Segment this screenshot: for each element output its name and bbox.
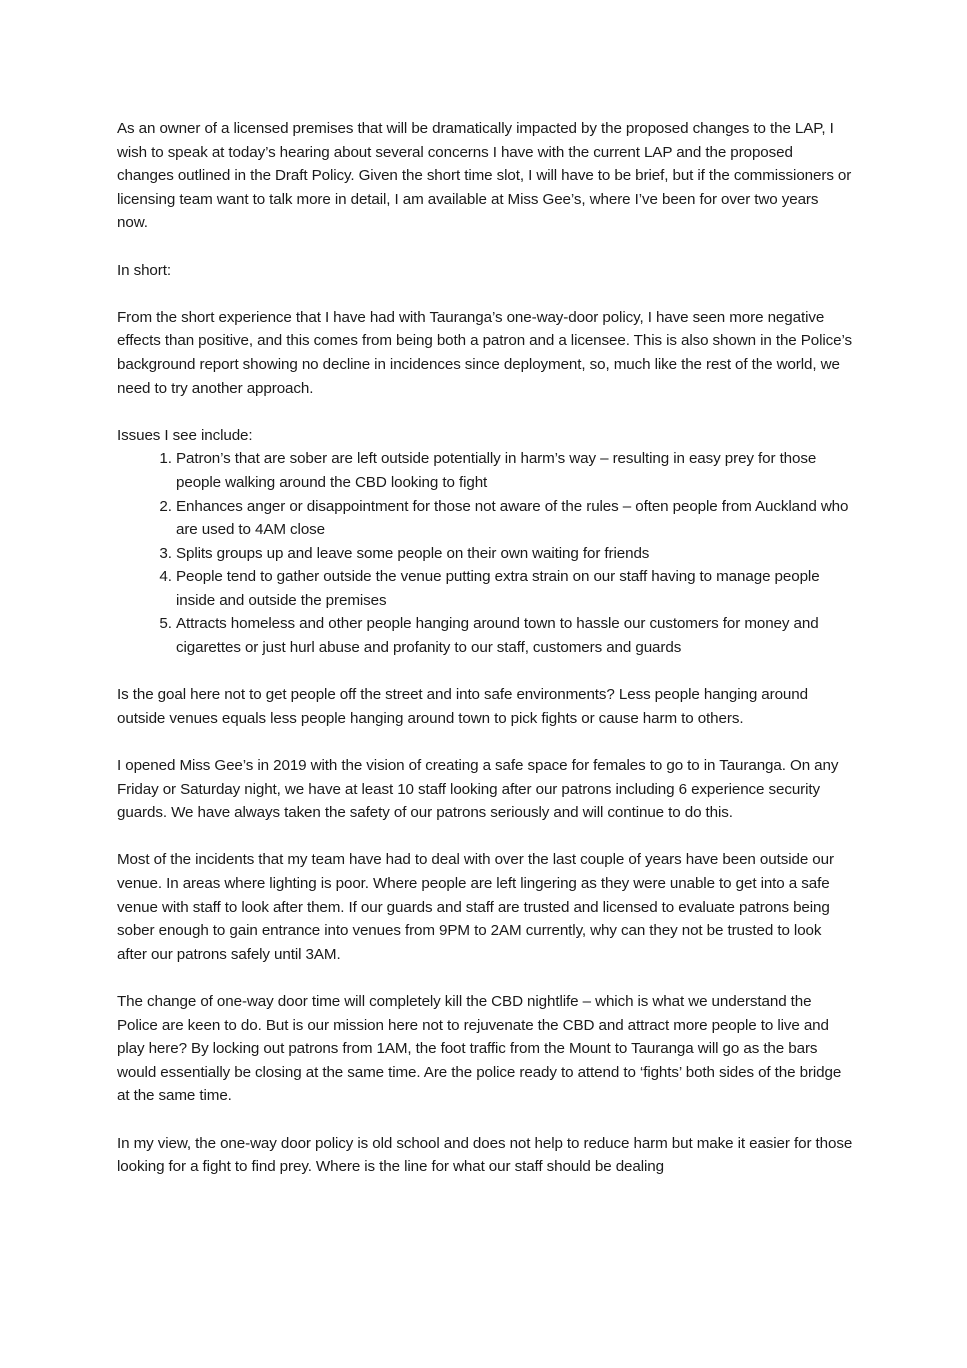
list-item: 5. Attracts homeless and other people hanging around town to hassle our customers for money and cigarettes or just hurl abuse and profanity to our staff, customers and guards bbox=[176, 612, 853, 659]
venue-paragraph: I opened Miss Gee’s in 2019 with the vision of creating a safe space for females to go to in Tauranga. On any Friday or Saturday night, we have at least 10 staff looking after our patrons including 6 experience security guards. We have always taken the safety of our patrons seriously and will continue to do this. bbox=[117, 757, 839, 822]
nightlife-paragraph: The change of one-way door time will completely kill the CBD nightlife – which is what we understand the Police are keen to do. But is our mission here not to rejuvenate the CBD and attract more people to live and play here? By locking out patrons from 1AM, the foot traffic from the Mount to Tauranga will go as the bars would essentially be closing at the same time. Are the police ready to attend to ‘fights’ both sides of the bridge at the same time. bbox=[117, 992, 842, 1105]
incidents-paragraph: Most of the incidents that my team have had to deal with over the last couple of years have been outside our venue. In areas where lighting is poor. Where people are left lingering as they were unable to get into a safe venue with staff to look after them. If our guards and staff are trusted and licensed to evaluate patrons being sober enough to gain entrance into venues from 9PM to 2AM currently, why can they not be trusted to look after our patrons safely until 3AM. bbox=[117, 851, 834, 963]
list-item: 3. Splits groups up and leave some people on their own waiting for friends bbox=[176, 542, 853, 566]
list-item: 1. Patron’s that are sober are left outside potentially in harm’s way – resulting in easy prey for those people walking around the CBD looking to fight bbox=[176, 447, 853, 494]
issues-list bbox=[117, 447, 853, 659]
list-item: 4. People tend to gather outside the venue putting extra strain on our staff having to manage people inside and outside the premises bbox=[176, 565, 853, 612]
list-item: 2. Enhances anger or disappointment for those not aware of the rules – often people from Auckland who are used to 4AM close bbox=[176, 495, 853, 542]
view-paragraph: In my view, the one-way door policy is old school and does not help to reduce harm but make it easier for those looking for a fight to find prey. Where is the line for what our staff should be dealing bbox=[117, 1134, 853, 1176]
issues-intro: Issues I see include: bbox=[117, 426, 253, 444]
experience-paragraph: From the short experience that I have had with Tauranga’s one-way-door policy, I have seen more negative effects than positive, and this comes from being both a patron and a licensee. This is also shown in the Police’s background report showing no decline in incidences since deployment, so, much like the rest of the world, we need to try another approach. bbox=[117, 308, 853, 397]
in-short-paragraph: In short: bbox=[117, 261, 171, 279]
document-body bbox=[117, 117, 853, 1179]
intro-paragraph: As an owner of a licensed premises that will be dramatically impacted by the proposed changes to the LAP, I wish to speak at today’s hearing about several concerns I have with the current LAP and the proposed changes outlined in the Draft Policy. Given the short time slot, I will have to be brief, but if the commissioners or licensing team want to talk more in detail, I am available at Miss Gee’s, where I’ve been for over two years now. bbox=[117, 120, 852, 232]
goal-paragraph: Is the goal here not to get people off the street and into safe environments? Less people hanging around outside venues equals less people hanging around town to pick fights or cause harm to others. bbox=[117, 686, 808, 727]
